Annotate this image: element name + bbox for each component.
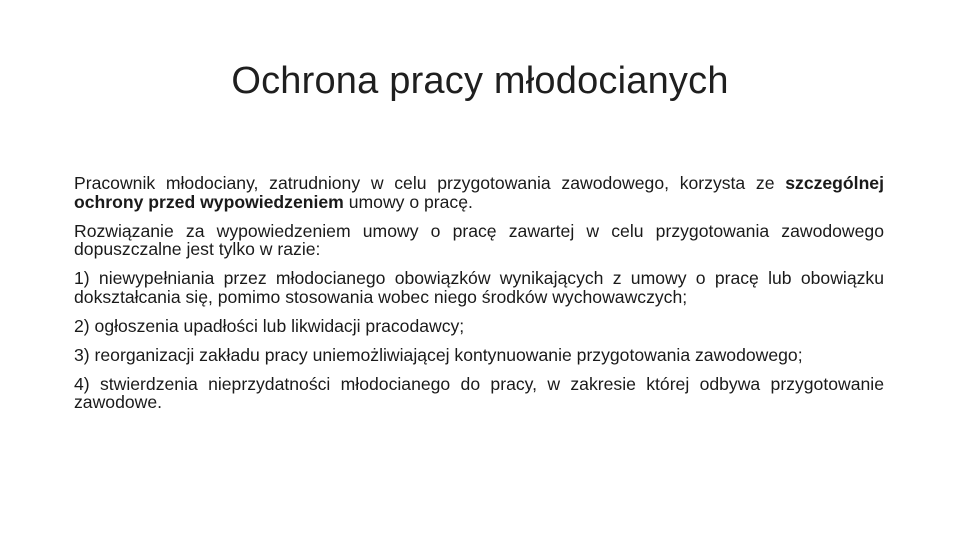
paragraph-protection (74, 174, 884, 211)
list-item-3: 3) reorganizacji zakładu pracy uniemożliwiającej kontynuowanie przygotowania zawodowego; (74, 344, 803, 365)
paragraph-protection-lead: Pracownik młodociany, zatrudniony w celu przygotowania zawodowego, korzysta ze (74, 173, 786, 193)
slide-body (74, 174, 884, 422)
paragraph-protection-tail: umowy o pracę. (343, 191, 473, 212)
paragraph-termination-intro: Rozwiązanie za wypowiedzeniem umowy o pracę zawartej w celu przygotowania zawodowego dopuszczalne jest tylko w razie: (74, 220, 884, 259)
list-item-1: 1) niewypełniania przez młodocianego obowiązków wynikających z umowy o pracę lub obowiązku dokształcania się, pomimo stosowania wobec niego środków wychowawczych; (74, 268, 884, 307)
paragraph-protection-emphasis: szczególnej ochrony przed wypowiedzeniem (74, 173, 884, 212)
list-item-4: 4) stwierdzenia nieprzydatności młodocianego do pracy, w zakresie której odbywa przygotowanie zawodowe. (74, 373, 884, 412)
list-item-2: 2) ogłoszenia upadłości lub likwidacji pracodawcy; (74, 315, 465, 336)
slide-title: Ochrona pracy młodocianych (231, 60, 729, 102)
